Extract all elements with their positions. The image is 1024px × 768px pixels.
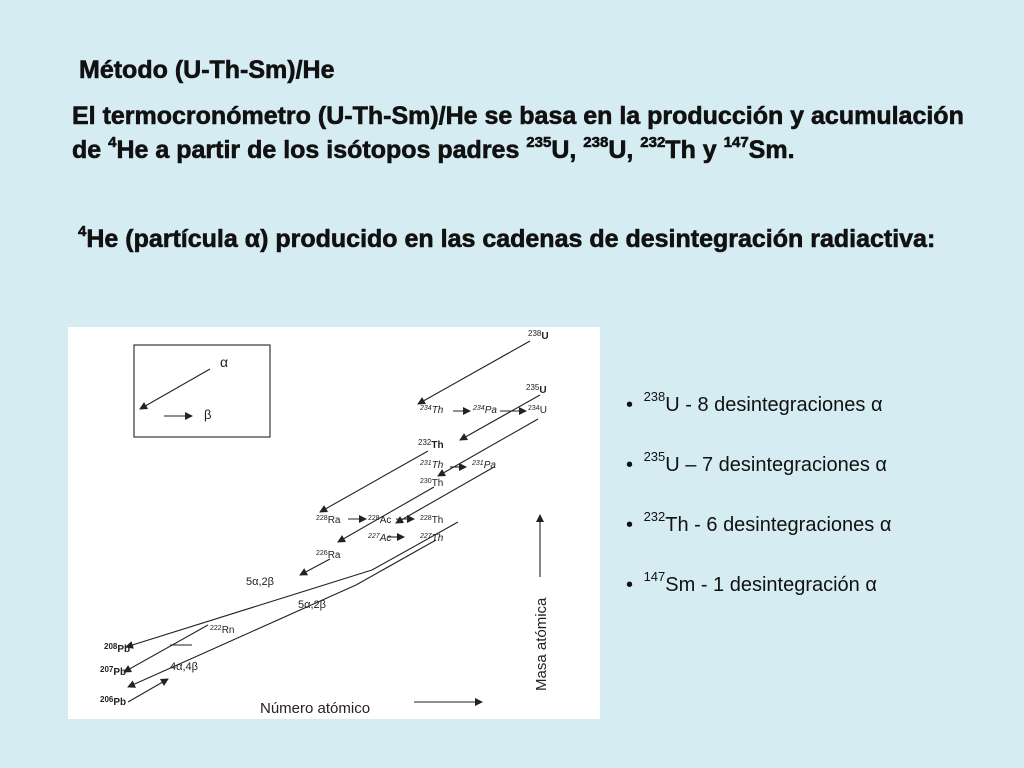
legend-alpha-label: α — [220, 354, 229, 370]
chain-238-alpha-1 — [418, 341, 530, 404]
nuclide-235u: $^{235}$U — [526, 383, 547, 396]
nuclide-234u: $^{234}$U — [528, 405, 547, 416]
decay-label-232: 5α,2β — [246, 576, 274, 588]
nuclide-234pa: $^{234}$Pa — [473, 405, 497, 416]
list-item: • $^{238}$U - 8 desintegraciones α — [626, 388, 1006, 448]
nuclide-222rn: $^{222}$Rn — [210, 625, 235, 636]
intro-paragraph: El termocronómetro (U-Th-Sm)/He se basa en la producción y acumulación de $^4$He a partir de los isótopos padres $^{235}$U, $^{238}$U, $^{232}$Th y $^{147}$Sm. — [72, 102, 964, 164]
nuclide-234th: $^{234}$Th — [420, 405, 444, 416]
nuclide-227th: $^{227}$Th — [420, 533, 444, 544]
legend-box — [134, 345, 270, 437]
bullet-icon: • — [626, 514, 634, 536]
nuclide-238u: $^{238}$U — [528, 329, 549, 342]
bullet-icon: • — [626, 394, 634, 416]
nuclide-227ac: $^{227}$Ac — [368, 533, 392, 544]
decay-chain-diagram — [68, 327, 600, 719]
list-item: • $^{147}$Sm - 1 desintegración α — [626, 568, 1006, 628]
nuclide-230th: $^{230}$Th — [420, 478, 444, 489]
decay-list — [626, 388, 1006, 628]
nuclide-228ac: $^{228}$Ac — [368, 515, 392, 526]
chain-238-alpha-4 — [300, 559, 330, 575]
alpha-note: $^4$He (partícula α) producido en las cadenas de desintegración radiactiva: — [78, 222, 936, 253]
x-axis-label: Número atómico — [260, 700, 371, 717]
legend-alpha-arrow — [140, 369, 210, 409]
slide-title: Método (U-Th-Sm)/He — [79, 56, 335, 84]
nuclide-206pb: $^{206}$Pb — [100, 695, 127, 708]
nuclide-226ra: $^{226}$Ra — [316, 550, 341, 561]
nuclide-228ra: $^{228}$Ra — [316, 515, 341, 526]
list-item: • $^{232}$Th - 6 desintegraciones α — [626, 508, 1006, 568]
chain-232-alpha-1 — [320, 451, 428, 512]
nuclide-208pb: $^{208}$Pb — [104, 642, 131, 655]
list-item: • $^{235}$U – 7 desintegraciones α — [626, 448, 1006, 508]
nuclide-231th: $^{231}$Th — [420, 460, 444, 471]
nuclide-228th: $^{228}$Th — [420, 515, 444, 526]
chain-232-alpha-2 — [372, 522, 458, 570]
y-axis-label: Masa atómica — [533, 597, 550, 691]
chain-235-alpha-3 — [356, 540, 436, 585]
nuclide-232th: $^{232}$Th — [418, 438, 444, 451]
chain-238-to-pb206 — [128, 679, 168, 702]
decay-chain-svg — [68, 327, 600, 719]
decay-label-235: 5α,2β — [298, 599, 326, 611]
chain-235-alpha-2 — [396, 467, 494, 523]
nuclide-231pa: $^{231}$Pa — [472, 460, 496, 471]
legend-beta-label: β — [204, 407, 212, 422]
chain-235-alpha-1 — [460, 395, 540, 440]
bullet-icon: • — [626, 574, 634, 596]
decay-label-238: 4α,4β — [170, 661, 198, 673]
nuclide-207pb: $^{207}$Pb — [100, 665, 127, 678]
bullet-icon: • — [626, 454, 634, 476]
